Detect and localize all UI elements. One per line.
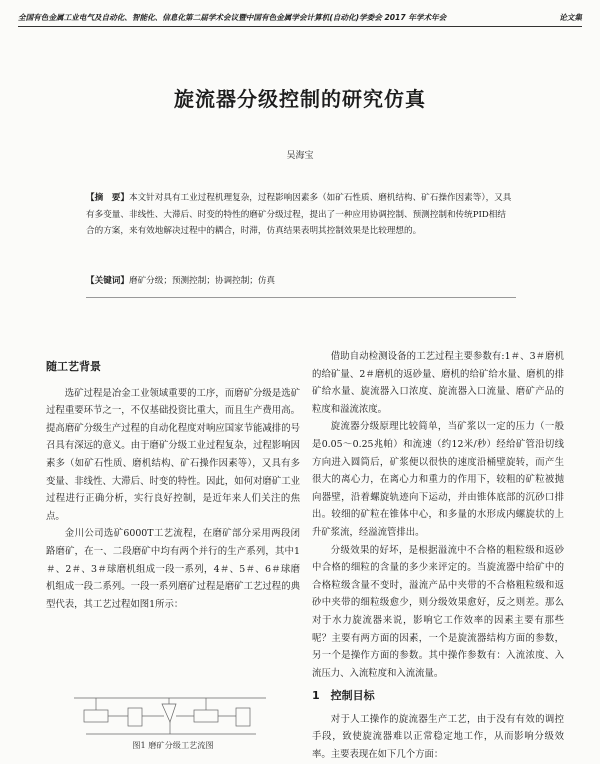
section-heading-control-target: 1 控制目标 — [312, 689, 375, 703]
paragraph: 分级效果的好坏，是根据溢流中不合格的粗粒级和返砂中合格的细粒的含量的多少来评定的。当旋流器中给矿中的合格粒级含量不变时，溢流产品中夹带的不合格粗粒级和返砂中夹带的细粒级愈少，则分级效果愈好，反之则差。那么对于水力旋流器来说，影响它工作效率的因素主要有那些呢？主要有两方面的因素，一个是旋流器结构方面的参数，另一个是操作方面的参数。其中操作参数有：入流浓度、入流压力、入流粒度和入流流量。 — [312, 544, 564, 679]
abstract — [86, 190, 514, 240]
keywords — [86, 273, 514, 289]
cyclone-shape — [162, 704, 176, 722]
paragraph: 借助自动检测设备的工艺过程主要参数有:1＃、3＃磨机的给矿量、2＃磨机的返砂量、磨机的给矿给水量、磨机的排矿给水量、旋流器入口浓度、旋流器入口流量、磨矿产品的粒度和溢流浓度。 — [312, 351, 564, 415]
paper-title: 旋流器分级控制的研究仿真 — [174, 87, 426, 111]
right-column — [312, 348, 564, 764]
keywords-text: 磨矿分级；预测控制；协调控制；仿真 — [128, 276, 276, 286]
abstract-label: 【摘 要】 — [86, 193, 129, 203]
ball-mill-shape — [84, 710, 108, 722]
ball-mill-shape — [194, 710, 218, 722]
pump-box-shape — [128, 708, 142, 726]
paragraph: 金川公司选矿6000T工艺流程，在磨矿部分采用两段闭路磨矿，在一、二段磨矿中均有两个并行的生产系列，其中1＃、2＃、3＃球磨机组成一段一系列，4＃、5＃、6＃球磨机组成一段二系列。一段一系列磨矿过程是磨矿工艺过程的典型代表，其工艺过程如图1所示： — [46, 528, 300, 610]
pump-box-shape — [236, 708, 250, 726]
paragraph: 旋流器分级原理比较简单，当矿浆以一定的压力（一般是0.05～0.25兆帕）和流速（约12米/秒）经给矿管沿切线方向进入圆筒后，矿浆便以很快的速度沿桶壁旋转，而产生很大的离心力，在离心力和重力的作用下，较粗的矿粒被抛向器壁，沿着螺旋轨迹向下运动，并由锥体底部的沉砂口排出。较细的矿粒在锥体中心，和多量的水形成内螺旋状的上升矿浆流，经溢流管排出。 — [312, 421, 564, 538]
section-name: 论文集 — [559, 13, 582, 22]
section-heading-background: 随工艺背景 — [46, 360, 101, 373]
left-column — [46, 358, 300, 613]
process-flow-figure — [66, 690, 276, 740]
figure-caption: 图1 磨矿分级工艺流图 — [132, 740, 214, 750]
conference-name: 全国有色金属工业电气及自动化、智能化、信息化第二届学术会议暨中国有色金属学会计算机(自动化)学委会 2017 年学术年会 — [18, 13, 447, 22]
abstract-text: 本文针对具有工业过程机理复杂，过程影响因素多（如矿石性质、磨机结构、矿石操作因素等），又具有多变量、非线性、大滞后、时变的特性的磨矿分级过程，提出了一种应用协调控制、预测控制和传统PID相结合的方案，来有效地解决过程中的耦合，时滞，仿真结果表明其控制效果是比较理想的。 — [86, 193, 512, 237]
author-name: 吴海宝 — [286, 151, 314, 161]
abstract-rule — [86, 297, 516, 298]
paragraph: 对于人工操作的旋流器生产工艺，由于没有有效的调控手段，致使旋流器难以正常稳定地工作，从而影响分级效率。主要表现在如下几个方面： — [312, 713, 564, 761]
running-header — [18, 10, 582, 26]
paragraph: 选矿过程是冶金工业领域重要的工序，而磨矿分级是选矿过程重要环节之一，不仅基础投资比重大，而且生产费用高。提高磨矿分级生产过程的自动化程度对响应国家节能减排的号召具有深远的意义。由于磨矿分级工业过程复杂，过程影响因素多（如矿石性质、磨机结构、矿石操作因素等），又具有多变量、非线性、大滞后、时变的特性。因此，如何对磨矿工业过程进行正确分析，实行良好控制，是近年来人们关注的焦点。 — [46, 387, 300, 522]
header-rule — [18, 26, 582, 27]
keywords-label: 【关键词】 — [86, 276, 129, 286]
